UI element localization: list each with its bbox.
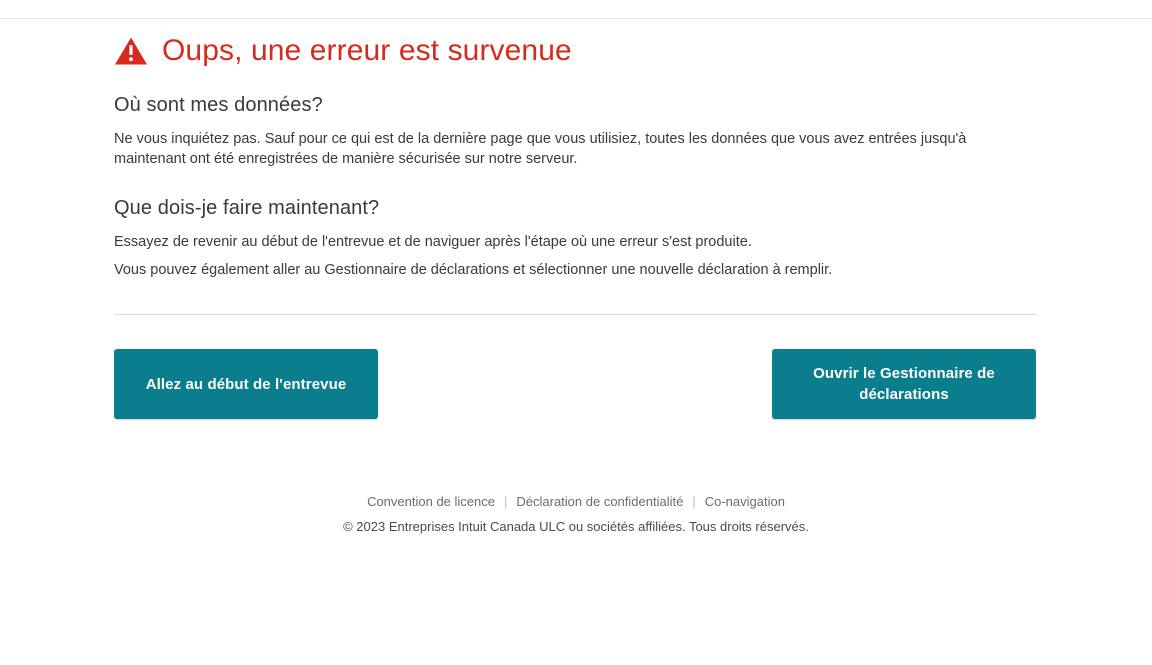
footer-link-license[interactable]: Convention de licence bbox=[367, 494, 495, 509]
page-footer bbox=[0, 493, 1152, 536]
section-heading: Où sont mes données? bbox=[114, 94, 323, 116]
section-heading: Que dois-je faire maintenant? bbox=[114, 197, 380, 219]
content-divider bbox=[114, 314, 1036, 315]
go-to-interview-start-button[interactable]: Allez au début de l'entrevue bbox=[114, 349, 378, 419]
action-buttons bbox=[114, 349, 1036, 419]
open-return-manager-button[interactable]: Ouvrir le Gestionnaire de déclarations bbox=[772, 349, 1036, 419]
section-paragraph: Vous pouvez également aller au Gestionnaire de déclarations et sélectionner une nouvelle déclaration à remplir. bbox=[114, 262, 833, 278]
warning-triangle-icon bbox=[114, 36, 148, 66]
footer-separator: | bbox=[503, 494, 508, 509]
section-paragraph: Essayez de revenir au début de l'entrevue et de naviguer après l'étape où une erreur s'est produite. bbox=[114, 234, 752, 250]
section-next-steps bbox=[114, 197, 1036, 280]
footer-links bbox=[0, 493, 1152, 511]
section-paragraph: Ne vous inquiétez pas. Sauf pour ce qui est de la dernière page que vous utilisiez, toutes les données que vous avez entrées jusqu'à maintenant ont été enregistrées de manière sécurisée sur notre serveur. bbox=[114, 131, 967, 167]
error-content bbox=[114, 34, 1036, 419]
section-data-location bbox=[114, 94, 1036, 169]
footer-separator: | bbox=[692, 494, 696, 509]
footer-link-conavigation[interactable]: Co-navigation bbox=[704, 494, 785, 509]
header-divider bbox=[0, 18, 1152, 19]
footer-copyright: © 2023 Entreprises Intuit Canada ULC ou sociétés affiliées. Tous droits réservés. bbox=[343, 519, 809, 534]
error-header bbox=[114, 34, 1036, 68]
error-title: Oups, une erreur est survenue bbox=[162, 34, 572, 67]
footer-link-privacy[interactable]: Déclaration de confidentialité bbox=[516, 494, 684, 509]
